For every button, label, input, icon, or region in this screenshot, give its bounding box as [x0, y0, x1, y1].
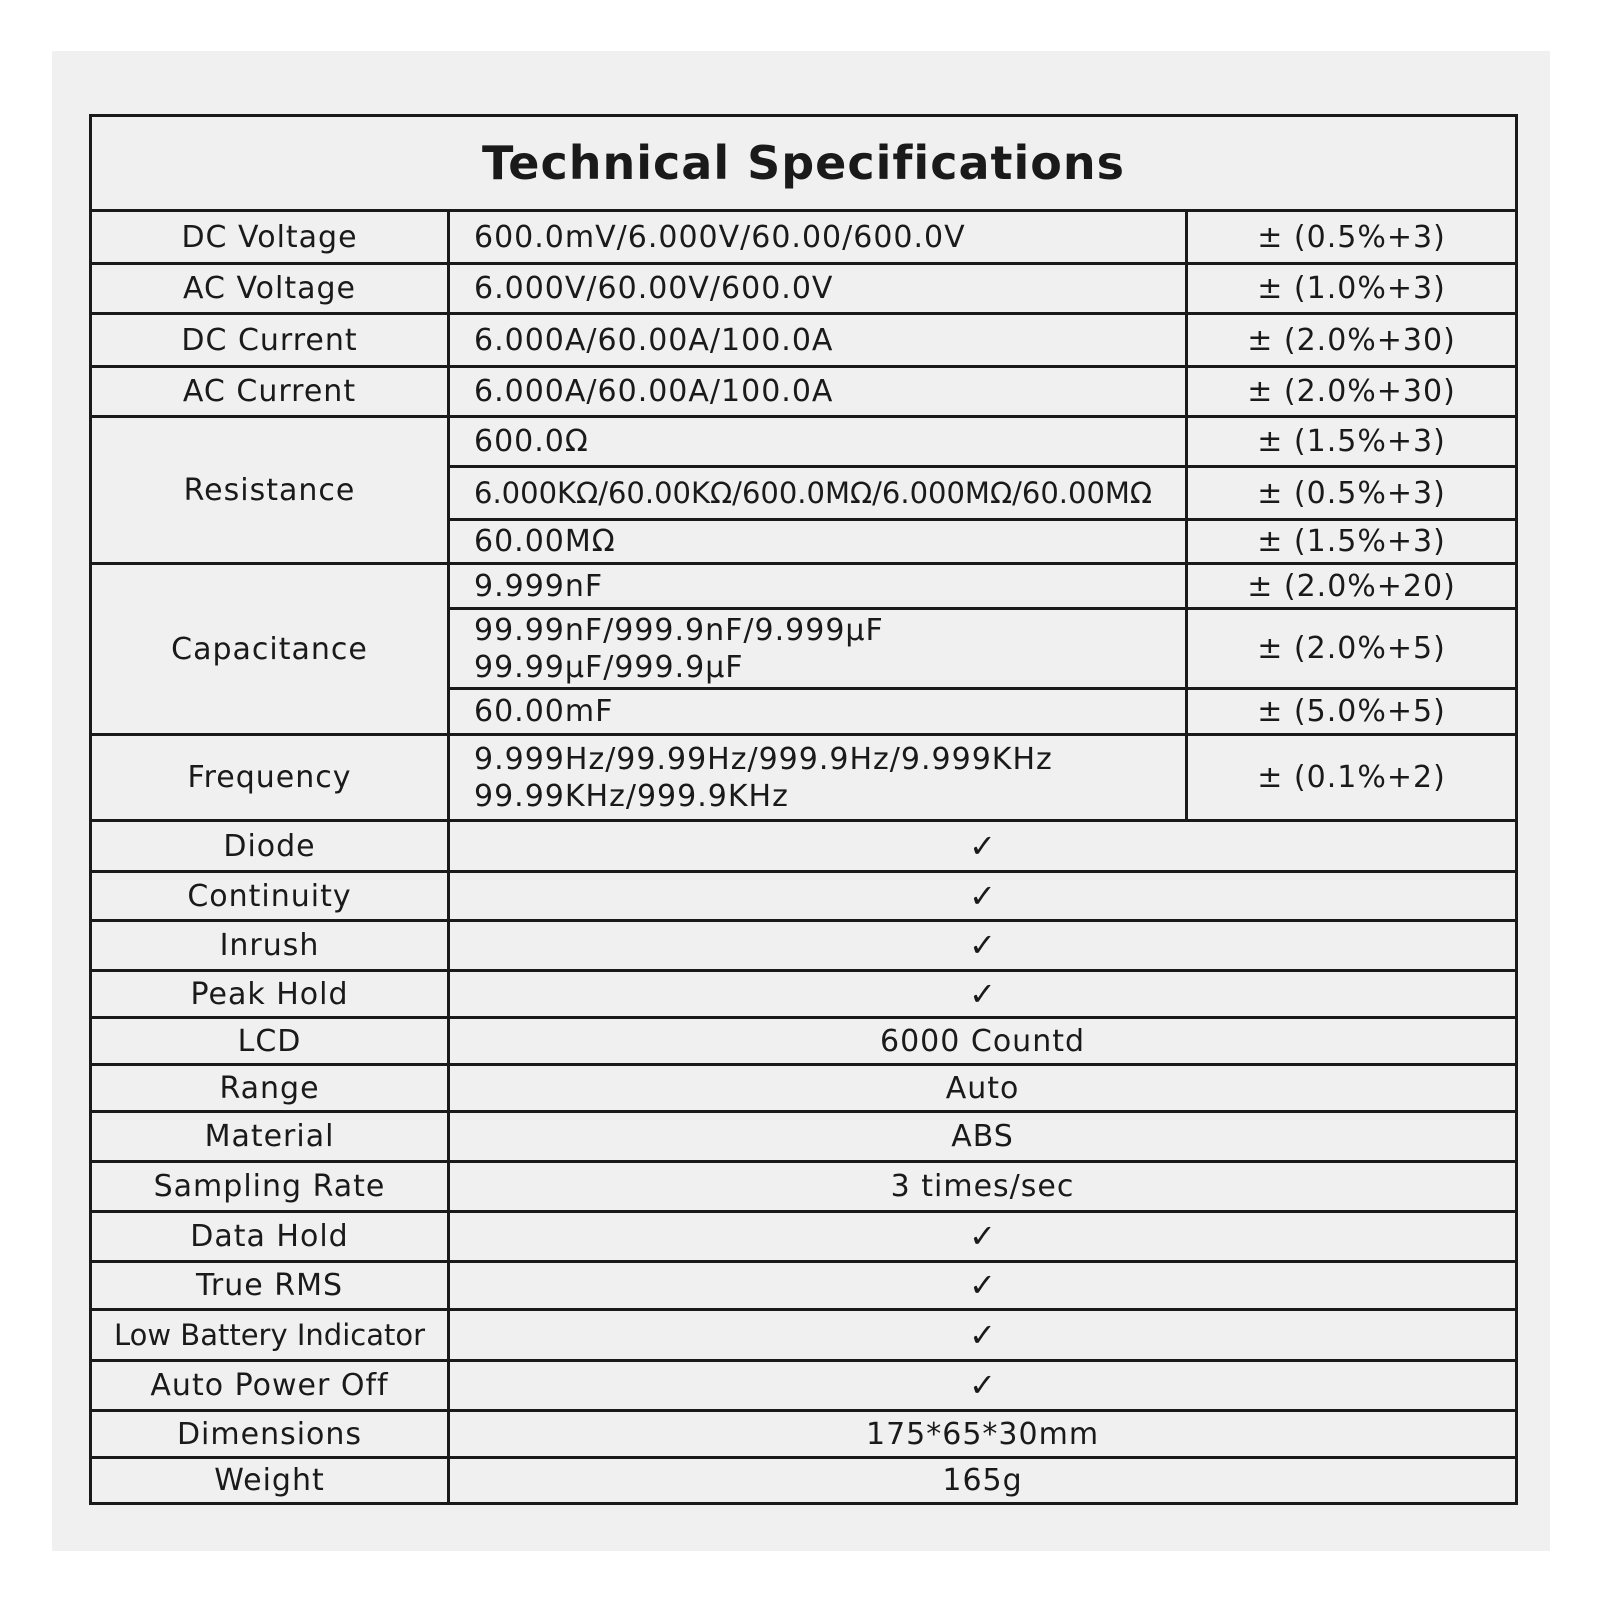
- table-row: [91, 1458, 1517, 1504]
- check-icon: ✓: [449, 1361, 1517, 1411]
- range-ac-voltage: 6.000V/60.00V/600.0V: [449, 264, 1187, 314]
- row-label-inrush: Inrush: [91, 921, 449, 971]
- table-row: [91, 417, 1517, 467]
- table-row: [91, 821, 1517, 872]
- row-label-range: Range: [91, 1065, 449, 1112]
- table-row: [91, 211, 1517, 264]
- range-frequency-line1: 9.999Hz/99.99Hz/999.9Hz/9.999KHz: [474, 741, 1053, 777]
- table-row: [91, 735, 1517, 821]
- row-label-weight: Weight: [91, 1458, 449, 1504]
- row-label-diode: Diode: [91, 821, 449, 872]
- check-icon: ✓: [449, 1212, 1517, 1262]
- range-dc-voltage: 600.0mV/6.000V/60.00/600.0V: [449, 211, 1187, 264]
- value-sampling-rate: 3 times/sec: [449, 1162, 1517, 1212]
- table-row: [91, 1411, 1517, 1458]
- table-row: [91, 1162, 1517, 1212]
- range-frequency: [449, 735, 1187, 821]
- check-icon: ✓: [449, 821, 1517, 872]
- range-capacitance-2-line2: 99.99µF/999.9µF: [474, 649, 744, 685]
- row-label-dc-voltage: DC Voltage: [91, 211, 449, 264]
- value-range: Auto: [449, 1065, 1517, 1112]
- spec-table: [89, 114, 1518, 1505]
- table-row: [91, 971, 1517, 1018]
- range-capacitance-1: 9.999nF: [449, 564, 1187, 609]
- row-label-dc-current: DC Current: [91, 314, 449, 367]
- row-label-resistance: Resistance: [91, 417, 449, 564]
- table-row: [91, 1262, 1517, 1310]
- table-row: [91, 1065, 1517, 1112]
- row-label-peak-hold: Peak Hold: [91, 971, 449, 1018]
- table-row: [91, 1018, 1517, 1065]
- table-row: [91, 872, 1517, 921]
- table-row: [91, 314, 1517, 367]
- check-icon: ✓: [449, 872, 1517, 921]
- row-label-true-rms: True RMS: [91, 1262, 449, 1310]
- range-capacitance-2: [449, 609, 1187, 689]
- table-row: [91, 1361, 1517, 1411]
- accuracy-resistance-3: ± (1.5%+3): [1187, 520, 1517, 564]
- range-dc-current: 6.000A/60.00A/100.0A: [449, 314, 1187, 367]
- row-label-data-hold: Data Hold: [91, 1212, 449, 1262]
- row-label-capacitance: Capacitance: [91, 564, 449, 735]
- row-label-auto-power-off: Auto Power Off: [91, 1361, 449, 1411]
- table-row: [91, 1112, 1517, 1162]
- table-row: [91, 921, 1517, 971]
- range-frequency-line2: 99.99KHz/999.9KHz: [474, 778, 789, 814]
- accuracy-capacitance-1: ± (2.0%+20): [1187, 564, 1517, 609]
- range-resistance-2: 6.000KΩ/60.00KΩ/600.0MΩ/6.000MΩ/60.00MΩ: [449, 467, 1187, 520]
- accuracy-capacitance-2: ± (2.0%+5): [1187, 609, 1517, 689]
- row-label-material: Material: [91, 1112, 449, 1162]
- row-label-lcd: LCD: [91, 1018, 449, 1065]
- table-row: [91, 1212, 1517, 1262]
- title-row: [91, 116, 1517, 211]
- accuracy-dc-voltage: ± (0.5%+3): [1187, 211, 1517, 264]
- check-icon: ✓: [449, 921, 1517, 971]
- value-dimensions: 175*65*30mm: [449, 1411, 1517, 1458]
- accuracy-frequency: ± (0.1%+2): [1187, 735, 1517, 821]
- accuracy-capacitance-3: ± (5.0%+5): [1187, 689, 1517, 735]
- accuracy-dc-current: ± (2.0%+30): [1187, 314, 1517, 367]
- range-ac-current: 6.000A/60.00A/100.0A: [449, 367, 1187, 417]
- row-label-dimensions: Dimensions: [91, 1411, 449, 1458]
- range-capacitance-3: 60.00mF: [449, 689, 1187, 735]
- range-resistance-3: 60.00MΩ: [449, 520, 1187, 564]
- range-resistance-1: 600.0Ω: [449, 417, 1187, 467]
- table-title: Technical Specifications: [91, 116, 1517, 211]
- row-label-low-battery: Low Battery Indicator: [91, 1310, 449, 1361]
- accuracy-resistance-2: ± (0.5%+3): [1187, 467, 1517, 520]
- table-row: [91, 1310, 1517, 1361]
- value-material: ABS: [449, 1112, 1517, 1162]
- check-icon: ✓: [449, 971, 1517, 1018]
- row-label-ac-current: AC Current: [91, 367, 449, 417]
- table-row: [91, 564, 1517, 609]
- table-row: [91, 367, 1517, 417]
- row-label-ac-voltage: AC Voltage: [91, 264, 449, 314]
- row-label-sampling-rate: Sampling Rate: [91, 1162, 449, 1212]
- check-icon: ✓: [449, 1310, 1517, 1361]
- value-weight: 165g: [449, 1458, 1517, 1504]
- range-capacitance-2-line1: 99.99nF/999.9nF/9.999µF: [474, 612, 884, 648]
- accuracy-ac-current: ± (2.0%+30): [1187, 367, 1517, 417]
- value-lcd: 6000 Countd: [449, 1018, 1517, 1065]
- row-label-frequency: Frequency: [91, 735, 449, 821]
- check-icon: ✓: [449, 1262, 1517, 1310]
- accuracy-resistance-1: ± (1.5%+3): [1187, 417, 1517, 467]
- table-row: [91, 264, 1517, 314]
- accuracy-ac-voltage: ± (1.0%+3): [1187, 264, 1517, 314]
- row-label-continuity: Continuity: [91, 872, 449, 921]
